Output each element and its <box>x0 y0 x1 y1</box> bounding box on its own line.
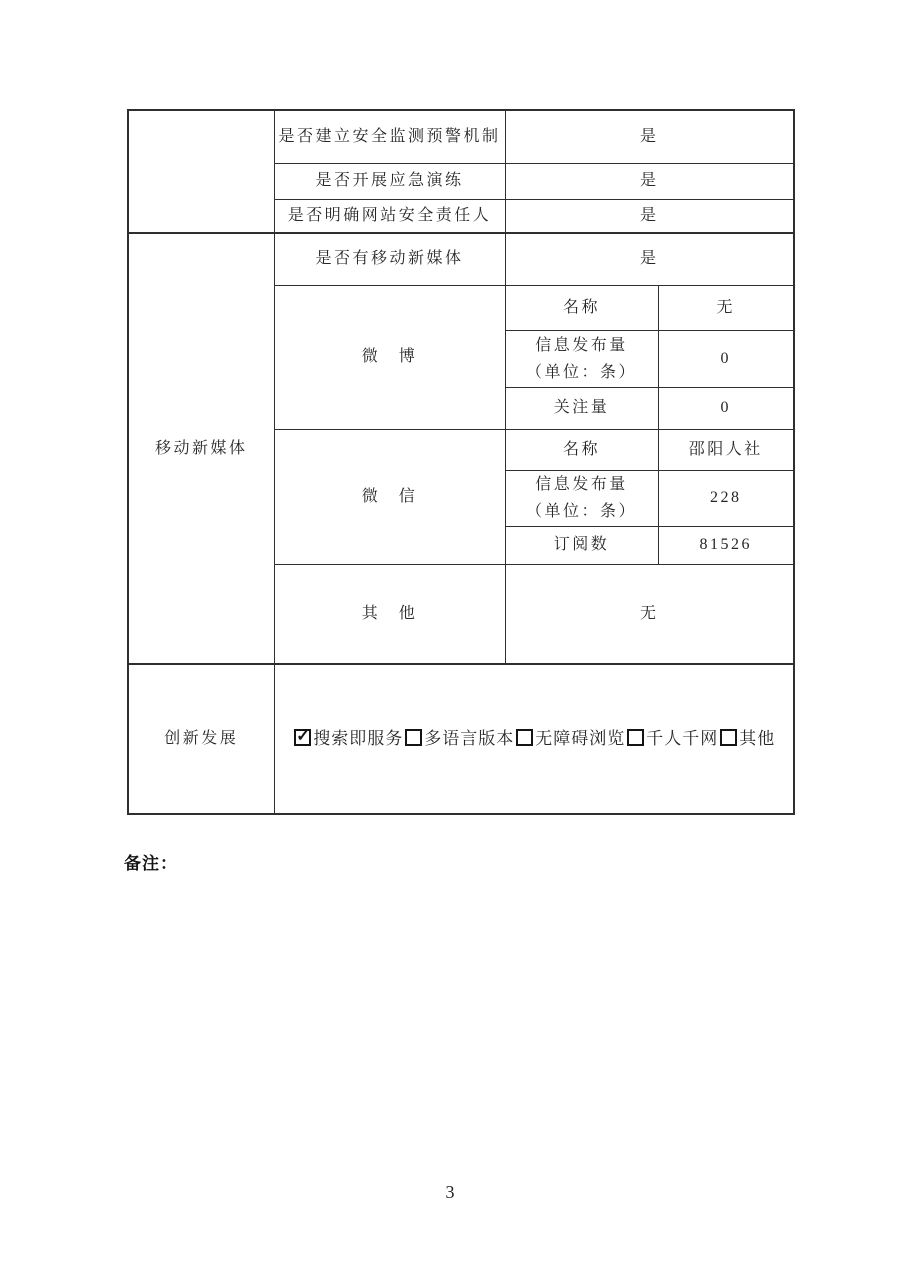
wechat-label: 微 信 <box>274 429 505 564</box>
wechat-posts-label-line1: 信息发布量 <box>535 476 628 493</box>
option-personalized <box>625 726 718 752</box>
checkbox-unchecked-icon[interactable] <box>405 729 422 746</box>
has-mobile-media-label: 是否有移动新媒体 <box>274 233 505 285</box>
table-row <box>128 110 794 163</box>
option-multilingual <box>403 726 514 752</box>
weibo-posts-label-line1: 信息发布量 <box>535 336 628 354</box>
option-label: 多语言版本 <box>424 728 515 748</box>
mobile-media-section-label: 移动新媒体 <box>128 233 274 664</box>
wechat-subscribers-label: 订阅数 <box>505 526 658 564</box>
annual-report-table <box>127 109 795 815</box>
wechat-name-label: 名称 <box>505 429 658 470</box>
weibo-posts-label-line2: （单位：条） <box>525 363 637 381</box>
wechat-subscribers-value: 81526 <box>658 526 794 564</box>
innovation-section-label: 创新发展 <box>128 664 274 814</box>
security-question-value: 是 <box>505 110 794 163</box>
security-question-value: 是 <box>505 199 794 233</box>
other-media-value: 无 <box>505 564 794 664</box>
option-accessibility <box>514 726 625 752</box>
security-question-label: 是否明确网站安全责任人 <box>274 199 505 233</box>
weibo-name-label: 名称 <box>505 285 658 330</box>
remarks-label: 备注： <box>124 854 178 873</box>
wechat-posts-label <box>505 470 658 526</box>
option-label: 其他 <box>739 728 776 748</box>
innovation-options-cell <box>274 664 794 814</box>
weibo-label: 微 博 <box>274 285 505 429</box>
option-other <box>718 726 775 752</box>
checkbox-unchecked-icon[interactable] <box>720 729 737 746</box>
security-question-value: 是 <box>505 163 794 199</box>
weibo-followers-label: 关注量 <box>505 387 658 429</box>
security-section-cell <box>128 110 274 233</box>
wechat-posts-label-line2: （单位：条） <box>525 503 637 520</box>
checkbox-checked-icon[interactable] <box>294 729 311 746</box>
has-mobile-media-value: 是 <box>505 233 794 285</box>
option-search-as-service <box>292 726 403 752</box>
weibo-posts-value: 0 <box>658 330 794 387</box>
option-label: 搜索即服务 <box>313 728 404 748</box>
checkbox-unchecked-icon[interactable] <box>516 729 533 746</box>
wechat-posts-value: 228 <box>658 470 794 526</box>
option-label: 无障碍浏览 <box>535 728 626 748</box>
wechat-name-value: 邵阳人社 <box>658 429 794 470</box>
security-question-label: 是否开展应急演练 <box>274 163 505 199</box>
table-row <box>128 664 794 814</box>
page-number: 3 <box>445 1182 455 1202</box>
innovation-options-line <box>292 729 775 748</box>
weibo-name-value: 无 <box>658 285 794 330</box>
security-question-label: 是否建立安全监测预警机制 <box>274 110 505 163</box>
weibo-followers-value: 0 <box>658 387 794 429</box>
option-label: 千人千网 <box>646 728 719 748</box>
weibo-posts-label <box>505 330 658 387</box>
table-row <box>128 233 794 285</box>
other-media-label: 其 他 <box>274 564 505 664</box>
checkbox-unchecked-icon[interactable] <box>627 729 644 746</box>
